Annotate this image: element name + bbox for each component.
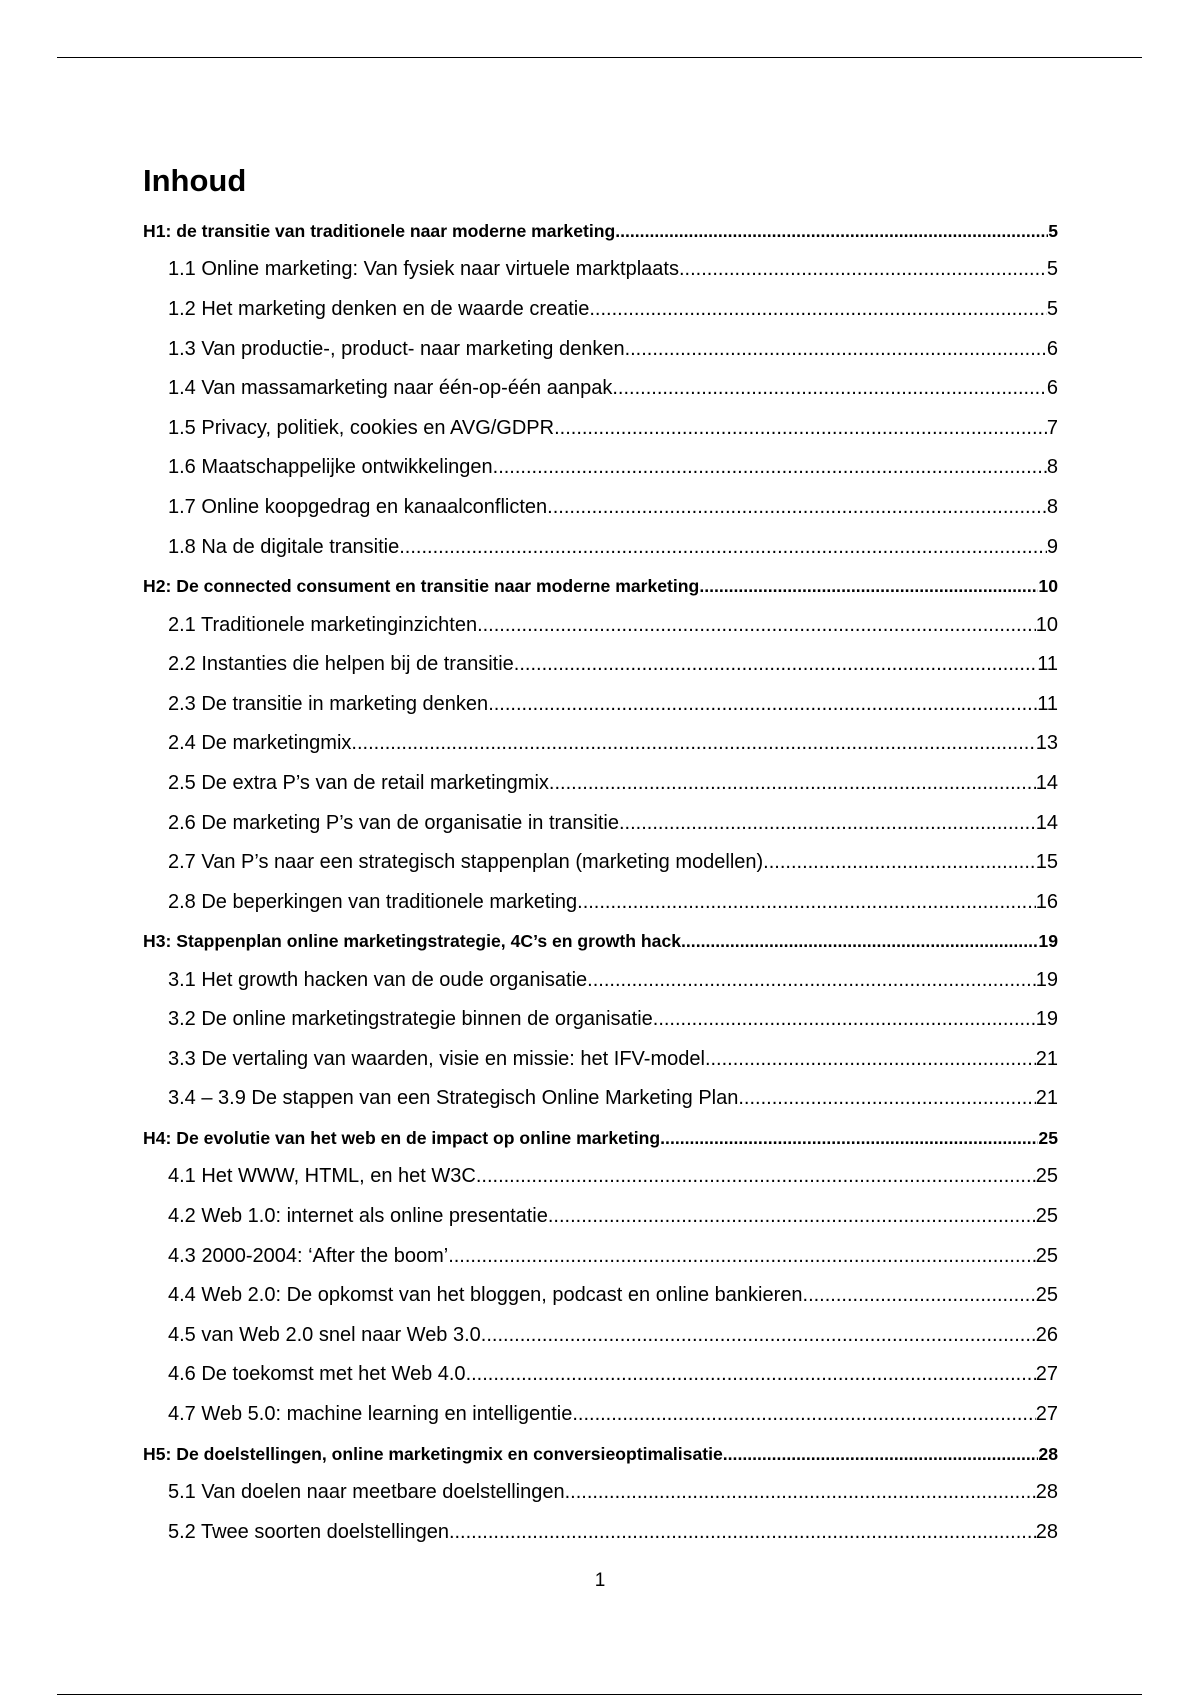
toc-section-entry[interactable] xyxy=(143,448,1058,488)
toc-entry-label: 2.6 De marketing P’s van de organisatie in transitie xyxy=(168,811,619,834)
toc-entry-page-number: 15 xyxy=(1035,851,1058,874)
toc-entry-page-number: 8 xyxy=(1046,456,1058,479)
toc-dot-leader xyxy=(548,1197,1036,1237)
toc-entry-page-number: 5 xyxy=(1046,297,1058,320)
toc-entry-label: 1.8 Na de digitale transitie xyxy=(168,535,400,558)
toc-dot-leader xyxy=(351,724,1035,764)
toc-dot-leader xyxy=(493,448,1047,488)
toc-dot-leader xyxy=(589,290,1047,330)
toc-entry-label: 3.3 De vertaling van waarden, visie en missie: het IFV-model xyxy=(168,1047,705,1070)
toc-section-entry[interactable] xyxy=(143,804,1058,844)
toc-entry-page-number: 8 xyxy=(1046,495,1058,518)
toc-entry-page-number: 25 xyxy=(1035,1205,1058,1228)
toc-section-entry[interactable] xyxy=(143,1237,1058,1277)
toc-dot-leader xyxy=(554,409,1047,449)
toc-dot-leader xyxy=(653,1000,1036,1040)
footer-rule xyxy=(57,1694,1142,1695)
toc-entry-label: H5: De doelstellingen, online marketingmix en conversieoptimalisatie xyxy=(143,1443,723,1464)
toc-section-entry[interactable] xyxy=(143,645,1058,685)
toc-entry-label: 4.7 Web 5.0: machine learning en intelligentie xyxy=(168,1403,573,1425)
toc-entry-page-number: 5 xyxy=(1046,258,1058,281)
toc-dot-leader xyxy=(448,1237,1036,1277)
toc-entry-label: 3.4 – 3.9 De stappen van een Strategisch Online Marketing Plan xyxy=(168,1087,739,1110)
toc-entry-label: 4.3 2000-2004: ‘After the boom’ xyxy=(168,1244,449,1267)
toc-entry-page-number: 25 xyxy=(1035,1284,1058,1307)
toc-entry-page-number: 16 xyxy=(1035,890,1058,913)
toc-entry-page-number: 28 xyxy=(1035,1480,1058,1503)
toc-entry-page-number: 19 xyxy=(1035,968,1058,991)
toc-dot-leader xyxy=(681,922,1038,960)
toc-section-entry[interactable] xyxy=(143,290,1058,330)
toc-entry-page-number: 10 xyxy=(1035,613,1058,636)
page-number: 1 xyxy=(594,1570,606,1591)
toc-entry-page-number: 21 xyxy=(1035,1087,1058,1110)
toc-dot-leader xyxy=(514,645,1037,685)
toc-entry-page-number: 26 xyxy=(1035,1323,1058,1346)
toc-entry-page-number: 25 xyxy=(1038,1128,1058,1149)
toc-entry-page-number: 5 xyxy=(1048,221,1058,241)
toc-section-entry[interactable] xyxy=(143,685,1058,725)
toc-section-entry[interactable] xyxy=(143,1000,1058,1040)
toc-entry-page-number: 11 xyxy=(1037,653,1058,676)
toc-dot-leader xyxy=(572,1395,1035,1435)
toc-entry-label: 4.4 Web 2.0: De opkomst van het bloggen, podcast en online bankieren xyxy=(168,1284,803,1307)
toc-dot-leader xyxy=(763,843,1036,883)
toc-entry-label: 2.7 Van P’s naar een strategisch stappenplan (marketing modellen) xyxy=(168,851,764,874)
toc-entry-page-number: 21 xyxy=(1035,1047,1058,1070)
toc-entry-page-number: 19 xyxy=(1035,1008,1058,1031)
toc-entry-label: 1.6 Maatschappelijke ontwikkelingen xyxy=(168,456,493,479)
toc-entry-page-number: 11 xyxy=(1037,692,1058,715)
toc-section-entry[interactable] xyxy=(143,250,1058,290)
toc-section-entry[interactable] xyxy=(143,330,1058,370)
toc-entry-label: H1: de transitie van traditionele naar moderne marketing xyxy=(143,221,616,241)
toc-section-entry[interactable] xyxy=(143,1197,1058,1237)
toc-dot-leader xyxy=(449,1513,1036,1553)
toc-dot-leader xyxy=(399,528,1047,568)
toc-dot-leader xyxy=(477,606,1036,646)
toc-entry-page-number: 6 xyxy=(1046,377,1058,400)
toc-chapter-entry[interactable] xyxy=(143,1435,1058,1473)
toc-dot-leader xyxy=(625,330,1047,370)
toc-entry-page-number: 10 xyxy=(1038,576,1058,597)
toc-dot-leader xyxy=(660,1119,1038,1157)
toc-dot-leader xyxy=(549,764,1036,804)
toc-dot-leader xyxy=(705,1040,1036,1080)
toc-dot-leader xyxy=(738,1079,1035,1119)
toc-dot-leader xyxy=(803,1276,1036,1316)
toc-entry-label: H2: De connected consument en transitie naar moderne marketing xyxy=(143,576,700,597)
toc-entry-label: H3: Stappenplan online marketingstrategie, 4C’s en growth hack xyxy=(143,931,682,952)
header-rule xyxy=(57,57,1142,58)
toc-dot-leader xyxy=(466,1355,1036,1395)
toc-entry-label: 3.1 Het growth hacken van de oude organisatie xyxy=(168,968,588,991)
toc-chapter-entry[interactable] xyxy=(143,212,1058,250)
toc-entry-page-number: 28 xyxy=(1035,1520,1058,1543)
toc-entry-page-number: 14 xyxy=(1035,771,1058,794)
toc-section-entry[interactable] xyxy=(143,1157,1058,1197)
toc-dot-leader xyxy=(481,1316,1036,1356)
toc-entry-label: 4.6 De toekomst met het Web 4.0 xyxy=(168,1363,466,1386)
toc-entry-label: 4.2 Web 1.0: internet als online presentatie xyxy=(168,1205,548,1228)
toc-section-entry[interactable] xyxy=(143,369,1058,409)
toc-chapter-entry[interactable] xyxy=(143,567,1058,605)
toc-entry-page-number: 9 xyxy=(1046,535,1058,558)
toc-dot-leader xyxy=(565,1473,1036,1513)
toc-entry-label: 1.1 Online marketing: Van fysiek naar virtuele marktplaats xyxy=(168,258,679,281)
toc-entry-label: 1.5 Privacy, politiek, cookies en AVG/GDPR xyxy=(168,416,555,439)
toc-entry-page-number: 7 xyxy=(1046,416,1058,439)
toc-section-entry[interactable] xyxy=(143,1079,1058,1119)
toc-entry-label: 2.4 De marketingmix xyxy=(168,732,352,755)
toc-entry-page-number: 28 xyxy=(1038,1443,1058,1464)
table-of-contents xyxy=(143,212,1058,1552)
toc-entry-page-number: 25 xyxy=(1035,1244,1058,1267)
toc-section-entry[interactable] xyxy=(143,1395,1058,1435)
toc-section-entry[interactable] xyxy=(143,1040,1058,1080)
toc-section-entry[interactable] xyxy=(143,1316,1058,1356)
toc-section-entry[interactable] xyxy=(143,528,1058,568)
page-title: Inhoud xyxy=(143,163,247,198)
toc-entry-label: 3.2 De online marketingstrategie binnen de organisatie xyxy=(168,1008,653,1031)
toc-entry-page-number: 19 xyxy=(1038,931,1058,952)
toc-entry-page-number: 25 xyxy=(1035,1165,1058,1188)
toc-chapter-entry[interactable] xyxy=(143,1119,1058,1157)
toc-dot-leader xyxy=(612,369,1047,409)
toc-entry-label: 4.5 van Web 2.0 snel naar Web 3.0 xyxy=(168,1323,481,1346)
toc-entry-page-number: 14 xyxy=(1035,811,1058,834)
toc-section-entry[interactable] xyxy=(143,1355,1058,1395)
toc-section-entry[interactable] xyxy=(143,764,1058,804)
toc-dot-leader xyxy=(723,1435,1039,1473)
toc-section-entry[interactable] xyxy=(143,961,1058,1001)
toc-dot-leader xyxy=(587,961,1036,1001)
toc-section-entry[interactable] xyxy=(143,488,1058,528)
toc-dot-leader xyxy=(619,804,1036,844)
toc-chapter-entry[interactable] xyxy=(143,922,1058,960)
toc-entry-page-number: 6 xyxy=(1046,337,1058,360)
toc-dot-leader xyxy=(679,250,1047,290)
toc-dot-leader xyxy=(547,488,1047,528)
toc-entry-page-number: 13 xyxy=(1035,732,1058,755)
toc-section-entry[interactable] xyxy=(143,1513,1058,1553)
toc-section-entry[interactable] xyxy=(143,883,1058,923)
toc-entry-label: 2.2 Instanties die helpen bij de transitie xyxy=(168,653,514,676)
toc-dot-leader xyxy=(476,1157,1036,1197)
toc-dot-leader xyxy=(577,883,1036,923)
toc-entry-page-number: 27 xyxy=(1035,1403,1058,1425)
toc-entry-label: 1.3 Van productie-, product- naar marketing denken xyxy=(168,337,625,360)
toc-entry-label: 2.8 De beperkingen van traditionele marketing xyxy=(168,890,578,913)
toc-section-entry[interactable] xyxy=(143,843,1058,883)
toc-entry-label: 4.1 Het WWW, HTML, en het W3C xyxy=(168,1165,476,1188)
toc-entry-label: 2.1 Traditionele marketinginzichten xyxy=(168,613,478,636)
toc-section-entry[interactable] xyxy=(143,409,1058,449)
toc-dot-leader xyxy=(488,685,1037,725)
toc-section-entry[interactable] xyxy=(143,724,1058,764)
toc-entry-label: 2.5 De extra P’s van de retail marketingmix xyxy=(168,771,549,794)
toc-entry-label: 1.2 Het marketing denken en de waarde creatie xyxy=(168,297,590,320)
toc-entry-label: H4: De evolutie van het web en de impact op online marketing xyxy=(143,1128,661,1149)
toc-entry-label: 1.7 Online koopgedrag en kanaalconflicten xyxy=(168,495,548,518)
toc-section-entry[interactable] xyxy=(143,1276,1058,1316)
toc-dot-leader xyxy=(615,212,1048,250)
toc-entry-label: 5.1 Van doelen naar meetbare doelstellingen xyxy=(168,1480,565,1503)
toc-entry-page-number: 27 xyxy=(1035,1363,1058,1386)
toc-section-entry[interactable] xyxy=(143,1473,1058,1513)
toc-entry-label: 5.2 Twee soorten doelstellingen xyxy=(168,1520,449,1543)
toc-entry-label: 2.3 De transitie in marketing denken xyxy=(168,692,489,715)
toc-entry-label: 1.4 Van massamarketing naar één-op-één aanpak xyxy=(168,377,613,400)
toc-dot-leader xyxy=(699,567,1038,605)
toc-section-entry[interactable] xyxy=(143,606,1058,646)
